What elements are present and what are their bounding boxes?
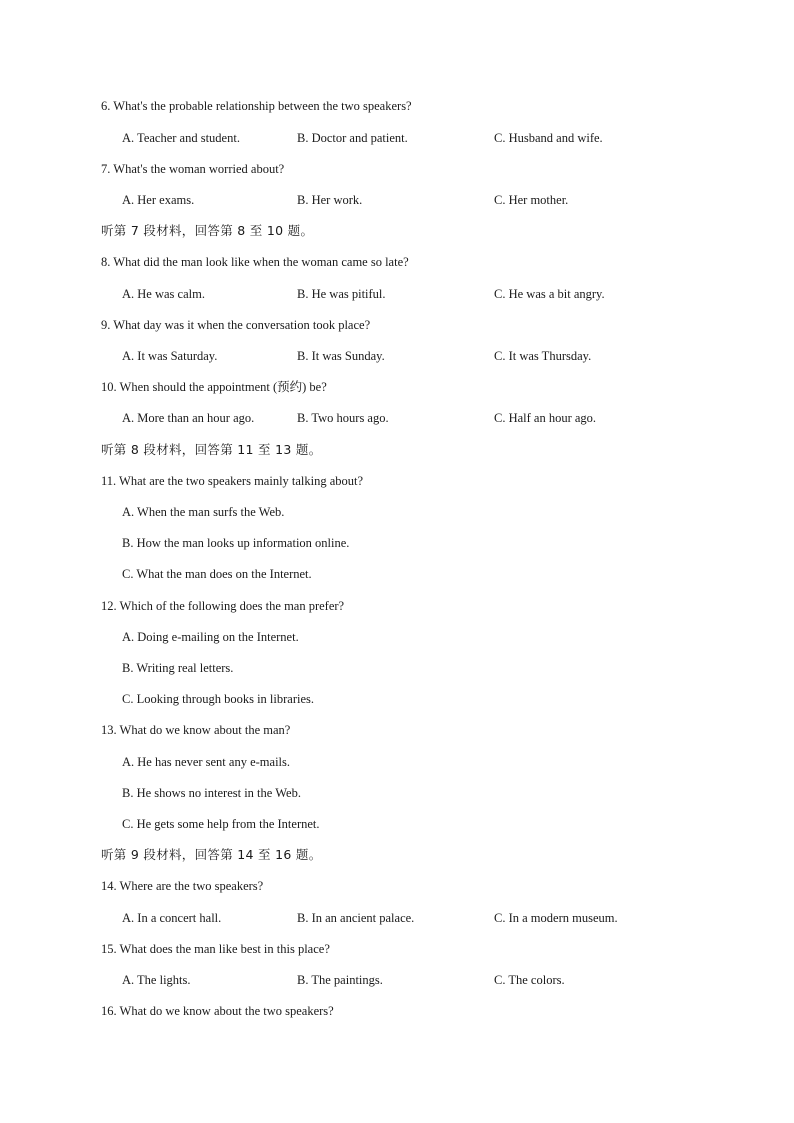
section-heading-9: 听第 9 段材料，回答第 14 至 16 题。 (101, 847, 322, 862)
question-9: 9. What day was it when the conversation took place? (101, 318, 371, 332)
question-7: 7. What's the woman worried about? (101, 162, 285, 176)
q11-option-a: A. When the man surfs the Web. (122, 505, 285, 519)
q13-option-a: A. He has never sent any e-mails. (122, 755, 290, 769)
q15-option-b: B. The paintings. (297, 973, 383, 987)
q10-option-b: B. Two hours ago. (297, 411, 389, 425)
q8-option-c: C. He was a bit angry. (494, 287, 605, 301)
q11-option-c: C. What the man does on the Internet. (122, 567, 312, 581)
q9-option-b: B. It was Sunday. (297, 349, 385, 363)
q12-option-b: B. Writing real letters. (122, 661, 234, 675)
q12-option-c: C. Looking through books in libraries. (122, 692, 314, 706)
question-8: 8. What did the man look like when the woman came so late? (101, 255, 409, 269)
q12-option-a: A. Doing e-mailing on the Internet. (122, 630, 299, 644)
q7-option-c: C. Her mother. (494, 193, 569, 207)
q14-option-c: C. In a modern museum. (494, 911, 618, 925)
section-heading-7: 听第 7 段材料，回答第 8 至 10 题。 (101, 223, 314, 238)
q14-option-a: A. In a concert hall. (122, 911, 222, 925)
q6-option-b: B. Doctor and patient. (297, 131, 408, 145)
q6-option-c: C. Husband and wife. (494, 131, 603, 145)
q15-option-a: A. The lights. (122, 973, 191, 987)
section-heading-8: 听第 8 段材料，回答第 11 至 13 题。 (101, 442, 322, 457)
question-12: 12. Which of the following does the man prefer? (101, 599, 345, 613)
question-13: 13. What do we know about the man? (101, 723, 291, 737)
q11-option-b: B. How the man looks up information online. (122, 536, 350, 550)
q10-option-a: A. More than an hour ago. (122, 411, 255, 425)
q10-option-c: C. Half an hour ago. (494, 411, 597, 425)
q7-option-b: B. Her work. (297, 193, 363, 207)
q8-option-a: A. He was calm. (122, 287, 205, 301)
q9-option-a: A. It was Saturday. (122, 349, 218, 363)
q13-option-b: B. He shows no interest in the Web. (122, 786, 301, 800)
q8-option-b: B. He was pitiful. (297, 287, 386, 301)
question-6: 6. What's the probable relationship between the two speakers? (101, 99, 412, 113)
question-16: 16. What do we know about the two speakers? (101, 1004, 334, 1018)
question-11: 11. What are the two speakers mainly talking about? (101, 474, 364, 488)
q6-option-a: A. Teacher and student. (122, 131, 240, 145)
q9-option-c: C. It was Thursday. (494, 349, 592, 363)
q13-option-c: C. He gets some help from the Internet. (122, 817, 320, 831)
q15-option-c: C. The colors. (494, 973, 565, 987)
question-10: 10. When should the appointment (预约) be? (101, 380, 327, 394)
question-14: 14. Where are the two speakers? (101, 879, 264, 893)
question-15: 15. What does the man like best in this place? (101, 942, 330, 956)
q7-option-a: A. Her exams. (122, 193, 195, 207)
q14-option-b: B. In an ancient palace. (297, 911, 415, 925)
